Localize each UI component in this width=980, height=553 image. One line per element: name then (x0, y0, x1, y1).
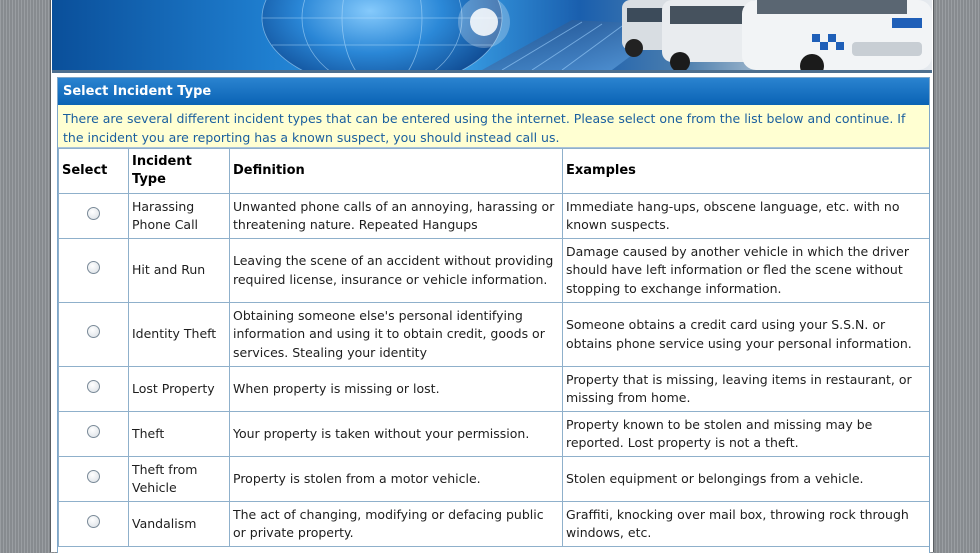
radio-theft-from-vehicle[interactable] (87, 470, 100, 483)
incident-type-cell: Identity Theft (129, 303, 230, 367)
examples-cell: Graffiti, knocking over mail box, throwing rock through windows, etc. (563, 502, 930, 547)
definition-cell: Property is stolen from a motor vehicle. (230, 457, 563, 502)
examples-cell: Someone obtains a credit card using your S.S.N. or obtains phone service using your personal information. (563, 303, 930, 367)
incident-type-table (58, 148, 930, 547)
police-car-illustration (622, 0, 932, 70)
table-row (59, 457, 930, 502)
radio-lost-property[interactable] (87, 380, 100, 393)
banner-image (52, 0, 932, 70)
panel-title: Select Incident Type (58, 78, 929, 105)
incident-type-panel (57, 77, 930, 553)
examples-cell: Immediate hang-ups, obscene language, etc. with no known suspects. (563, 194, 930, 239)
radio-harassing-phone-call[interactable] (87, 207, 100, 220)
table-row (59, 194, 930, 239)
table-row (59, 303, 930, 367)
radio-vandalism[interactable] (87, 515, 100, 528)
incident-type-cell: Hit and Run (129, 239, 230, 303)
examples-cell: Damage caused by another vehicle in which the driver should have left information or fled the scene without stopping to exchange information. (563, 239, 930, 303)
header-banner (52, 0, 932, 70)
examples-cell: Stolen equipment or belongings from a vehicle. (563, 457, 930, 502)
incident-type-cell: Lost Property (129, 367, 230, 412)
definition-cell: Obtaining someone else's personal identifying information and using it to obtain credit, goods or services. Stealing your identity (230, 303, 563, 367)
examples-cell: Property that is missing, leaving items in restaurant, or missing from home. (563, 367, 930, 412)
definition-cell: Unwanted phone calls of an annoying, harassing or threatening nature. Repeated Hangups (230, 194, 563, 239)
intro-text: There are several different incident types that can be entered using the internet. Please select one from the list below and continue. If the incident you are reporting has a known suspect, you should instead call us. (58, 105, 929, 148)
radio-hit-and-run[interactable] (87, 261, 100, 274)
incident-type-cell: Theft from Vehicle (129, 457, 230, 502)
examples-cell: Property known to be stolen and missing may be reported. Lost property is not a theft. (563, 412, 930, 457)
incident-type-cell: Theft (129, 412, 230, 457)
radio-theft[interactable] (87, 425, 100, 438)
definition-cell: When property is missing or lost. (230, 367, 563, 412)
table-header-row (59, 149, 930, 194)
incident-type-cell: Vandalism (129, 502, 230, 547)
page-container (50, 0, 934, 552)
header-examples: Examples (563, 149, 930, 194)
table-row (59, 412, 930, 457)
definition-cell: Your property is taken without your permission. (230, 412, 563, 457)
table-row (59, 239, 930, 303)
table-row (59, 367, 930, 412)
header-incident-type: Incident Type (129, 149, 230, 194)
table-row (59, 502, 930, 547)
banner-divider (52, 70, 932, 73)
incident-type-cell: Harassing Phone Call (129, 194, 230, 239)
radio-identity-theft[interactable] (87, 325, 100, 338)
definition-cell: The act of changing, modifying or defacing public or private property. (230, 502, 563, 547)
header-definition: Definition (230, 149, 563, 194)
header-select: Select (59, 149, 129, 194)
definition-cell: Leaving the scene of an accident without providing required license, insurance or vehicle information. (230, 239, 563, 303)
